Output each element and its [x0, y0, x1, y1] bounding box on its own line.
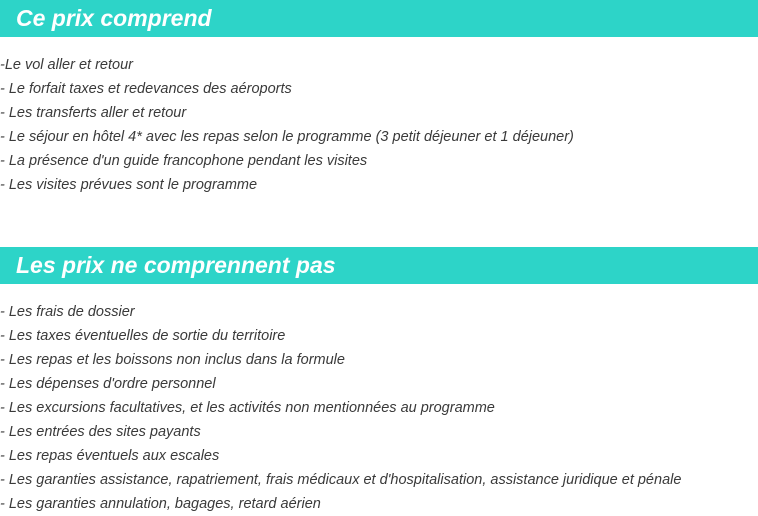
list-item: -Le vol aller et retour — [0, 57, 133, 73]
list-item: - La présence d'un guide francophone pendant les visites — [0, 153, 368, 169]
list-item: - Le forfait taxes et redevances des aéroports — [0, 81, 292, 97]
list-item: - Les frais de dossier — [0, 304, 135, 320]
price-includes-header — [0, 0, 758, 37]
list-item: - Les excursions facultatives, et les activités non mentionnées au programme — [0, 400, 495, 416]
price-excludes-title: Les prix ne comprennent pas — [16, 252, 336, 278]
price-includes-title: Ce prix comprend — [16, 5, 212, 31]
list-item: - Les garanties annulation, bagages, retard aérien — [0, 496, 321, 512]
list-item: - Les repas et les boissons non inclus dans la formule — [0, 352, 345, 368]
price-excludes-header — [0, 247, 758, 284]
list-item: - Les entrées des sites payants — [0, 424, 201, 440]
price-includes-list — [0, 53, 574, 197]
list-item: - Les repas éventuels aux escales — [0, 448, 220, 464]
list-item: - Le séjour en hôtel 4* avec les repas selon le programme (3 petit déjeuner et 1 déjeuner) — [0, 129, 574, 145]
list-item: - Les transferts aller et retour — [0, 105, 187, 121]
price-excludes-list — [0, 300, 681, 516]
list-item: - Les visites prévues sont le programme — [0, 177, 258, 193]
list-item: - Les taxes éventuelles de sortie du territoire — [0, 328, 286, 344]
list-item: - Les garanties assistance, rapatriement, frais médicaux et d'hospitalisation, assistance juridique et pénale — [0, 472, 682, 488]
list-item: - Les dépenses d'ordre personnel — [0, 376, 216, 392]
